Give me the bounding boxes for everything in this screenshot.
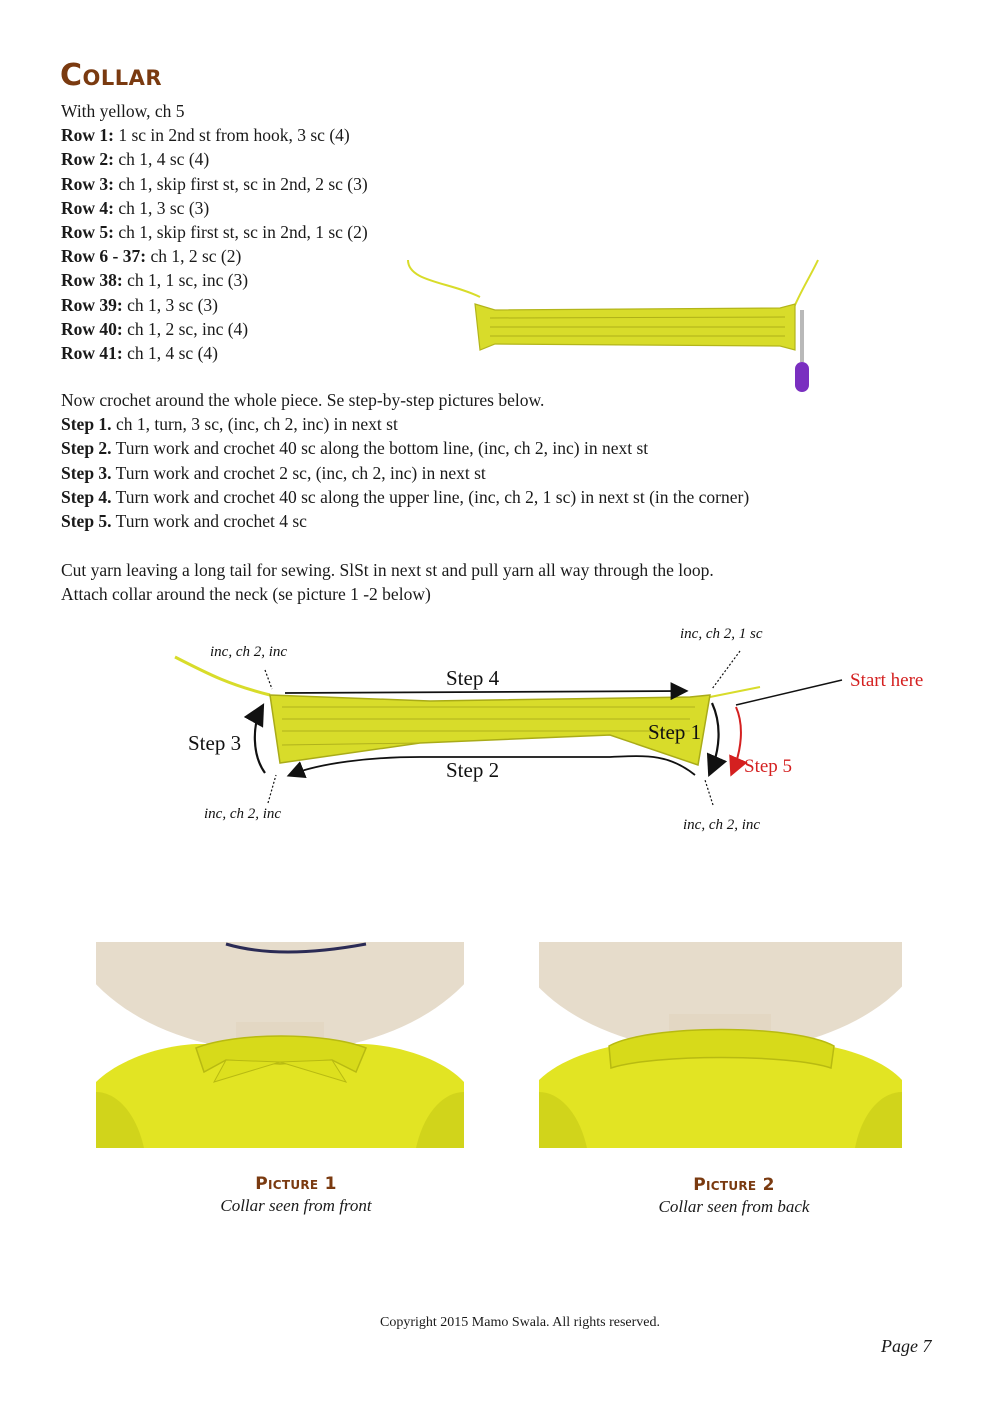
page-number: Page 7 — [881, 1336, 932, 1356]
collar-piece — [270, 695, 710, 765]
row-line — [61, 268, 368, 292]
crochet-hook-icon — [795, 310, 809, 392]
step5-label: Step 5 — [744, 756, 793, 777]
step-label: Step 3. — [61, 462, 112, 483]
row-label: Row 2: — [61, 149, 114, 170]
row-line — [61, 123, 368, 147]
corner-label-bottom-right: inc, ch 2, inc — [683, 817, 761, 833]
yarn-tail — [175, 657, 270, 695]
picture-2-title: Picture 2 — [693, 1175, 775, 1195]
row-instructions — [61, 99, 368, 365]
picture-1-title: Picture 1 — [255, 1174, 337, 1194]
start-here-label: Start here — [850, 670, 924, 691]
step-text: Turn work and crochet 2 sc, (inc, ch 2, inc) in next st — [111, 462, 486, 483]
picture-2-subtitle: Collar seen from back — [658, 1197, 810, 1216]
corner-pointer-top-right — [712, 651, 740, 689]
row-label: Row 39: — [61, 294, 123, 315]
picture-1-photo — [96, 942, 464, 1148]
row-text: 1 sc in 2nd st from hook, 3 sc (4) — [113, 125, 350, 146]
row-line — [61, 196, 368, 220]
step1-arrow — [710, 703, 719, 773]
step3-arrow — [255, 707, 265, 773]
row-line — [61, 147, 368, 171]
picture-1-subtitle: Collar seen from front — [220, 1196, 372, 1215]
row-label: Row 41: — [61, 343, 123, 364]
row-label: Row 6 - 37: — [61, 246, 147, 267]
step2-label: Step 2 — [446, 758, 500, 782]
step-text: ch 1, turn, 3 sc, (inc, ch 2, inc) in next st — [111, 414, 398, 435]
step-label: Step 4. — [61, 486, 112, 507]
row-text: ch 1, 2 sc, inc (4) — [122, 318, 249, 339]
picture-2-photo — [539, 942, 902, 1148]
start-here-pointer — [736, 680, 842, 705]
row-text: ch 1, 4 sc (4) — [122, 343, 218, 364]
step-line — [61, 436, 749, 460]
row-text: ch 1, 1 sc, inc (3) — [122, 270, 249, 291]
row-line — [61, 293, 368, 317]
collar-step-diagram — [170, 615, 950, 845]
picture-1-caption — [146, 1174, 446, 1216]
step-text: Turn work and crochet 40 sc along the bottom line, (inc, ch 2, inc) in next st — [111, 438, 649, 459]
row-text: ch 1, 2 sc (2) — [146, 246, 242, 267]
row-text: ch 1, 3 sc (3) — [122, 294, 218, 315]
step-instructions — [61, 388, 749, 533]
yarn-tail-end — [710, 687, 760, 697]
step3-label: Step 3 — [188, 731, 242, 755]
corner-label-top-right: inc, ch 2, 1 sc — [680, 626, 763, 642]
step-label: Step 1. — [61, 414, 112, 435]
step-line — [61, 412, 749, 436]
row-line — [61, 317, 368, 341]
copyright-notice: Copyright 2015 Mamo Swala. All rights reserved. — [380, 1315, 660, 1330]
row-label: Row 3: — [61, 173, 114, 194]
finishing-notes — [61, 558, 714, 606]
row-label: Row 4: — [61, 197, 114, 218]
corner-label-bottom-left: inc, ch 2, inc — [204, 806, 282, 822]
corner-pointer-bottom-right — [705, 780, 713, 805]
row-text: ch 1, skip first st, sc in 2nd, 1 sc (2) — [113, 222, 368, 243]
corner-label-top-left: inc, ch 2, inc — [210, 644, 288, 660]
step-label: Step 5. — [61, 511, 112, 532]
row-text: ch 1, 4 sc (4) — [113, 149, 210, 170]
finish-line: Cut yarn leaving a long tail for sewing. SlSt in next st and pull yarn all way through the loop. — [61, 560, 714, 580]
row-text: ch 1, skip first st, sc in 2nd, 2 sc (3) — [113, 173, 368, 194]
row-label: Row 5: — [61, 222, 114, 243]
row-line — [61, 341, 368, 365]
step-text: Turn work and crochet 4 sc — [111, 511, 307, 532]
row-line — [61, 172, 368, 196]
corner-pointer-top-left — [265, 670, 272, 689]
row-label: Row 1: — [61, 125, 114, 146]
row-label: Row 38: — [61, 270, 123, 291]
corner-pointer-bottom-left — [268, 775, 276, 803]
finish-line: Attach collar around the neck (se picture 1 -2 below) — [61, 584, 431, 605]
intro-line: With yellow, ch 5 — [61, 101, 185, 121]
strip-with-hook-photo — [400, 252, 840, 397]
step4-label: Step 4 — [446, 666, 500, 690]
row-line — [61, 220, 368, 244]
row-text: ch 1, 3 sc (3) — [113, 197, 210, 218]
step4-arrow — [285, 691, 685, 693]
yarn-tail-right — [792, 260, 818, 312]
step-text: Turn work and crochet 40 sc along the upper line, (inc, ch 2, 1 sc) in next st (in the corner) — [111, 486, 750, 507]
step-label: Step 2. — [61, 438, 112, 459]
yarn-tail-left — [408, 260, 480, 297]
step1-label: Step 1 — [648, 720, 702, 744]
row-line — [61, 244, 368, 268]
step5-arrow — [732, 707, 741, 773]
picture-2-caption — [584, 1175, 884, 1217]
row-label: Row 40: — [61, 318, 123, 339]
around-intro: Now crochet around the whole piece. Se step-by-step pictures below. — [61, 390, 545, 410]
step-line — [61, 461, 749, 485]
step-line — [61, 485, 749, 509]
step-line — [61, 509, 749, 533]
page-title: Collar — [60, 58, 163, 93]
